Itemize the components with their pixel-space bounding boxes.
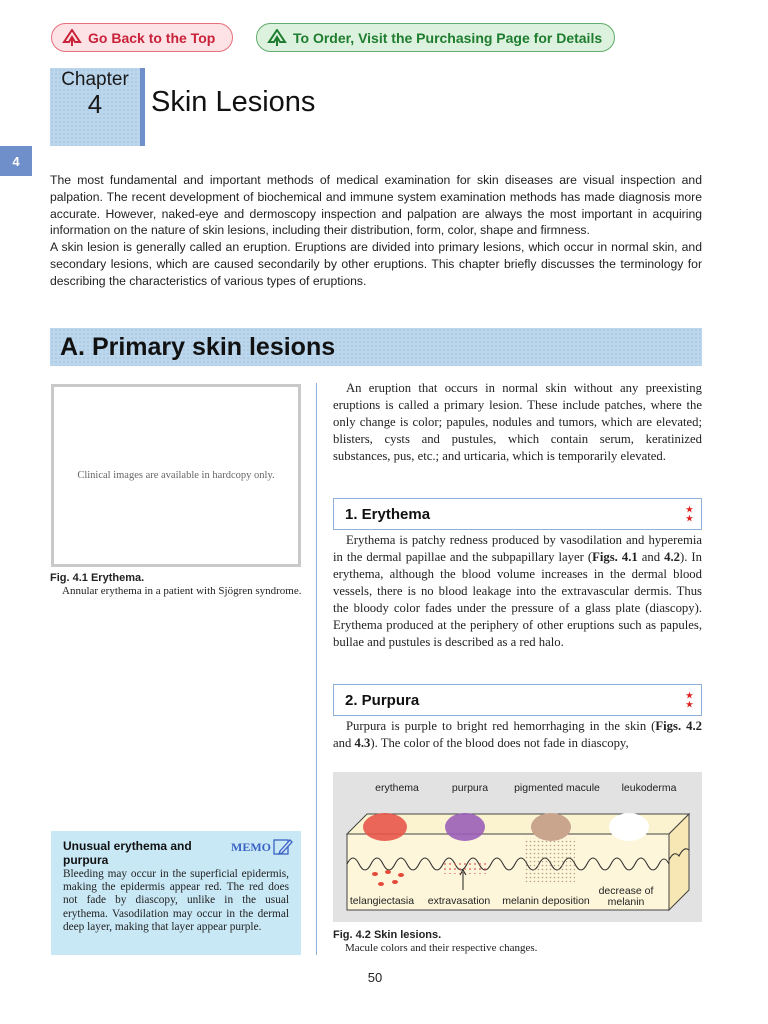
figure-description: Annular erythema in a patient with Sjögren syndrome. bbox=[62, 585, 302, 597]
diagram-label-bottom: extravasation bbox=[427, 895, 491, 907]
tree-icon bbox=[62, 29, 82, 47]
chapter-badge bbox=[50, 68, 140, 146]
skin-lesion-diagram bbox=[333, 772, 702, 922]
figure-ref: Figs. 4.1 bbox=[592, 550, 638, 564]
intro-paragraph: The most fundamental and important methods of medical examination for skin diseases are visual inspection and palpation. The recent development of biochemical and immune system examination methods has made diagnosis more accurate. However, naked-eye and dermoscopy inspection and palpation are always the most important in acquiring information on the nature of skin lesions, including their distribution, form, color, shape and firmness. bbox=[50, 173, 702, 238]
memo-tag: MEMO bbox=[231, 840, 271, 854]
figure-caption bbox=[50, 572, 305, 598]
tree-icon bbox=[267, 29, 287, 47]
diagram-label-top: purpura bbox=[451, 782, 489, 794]
chapter-side-tab: 4 bbox=[0, 146, 32, 176]
importance-stars-icon: ★ ★ bbox=[685, 691, 693, 709]
go-back-top-label: Go Back to the Top bbox=[88, 29, 216, 46]
primary-lesion-intro: An eruption that occurs in normal skin without any preexisting eruptions is called a primary lesion. These include patches, where the only change is color; papules, nodules and tumors, which are elevated; blisters, cysts and pustules, which contain serum, keratinized substances, pus, etc.; and urticaria, which is temporarily elevated. bbox=[333, 381, 702, 463]
intro-paragraph: A skin lesion is generally called an eruption. Eruptions are divided into primary lesions, which occur in normal skin, and secondary lesions, which are caused secondarily by other eruptions. This chapter briefly discusses the terminology for describing the characteristics of various types of eruptions. bbox=[50, 240, 702, 288]
intro-text bbox=[50, 172, 702, 290]
pencil-icon bbox=[273, 837, 293, 857]
diagram-label-top: pigmented macule bbox=[514, 782, 600, 794]
diagram-label-bottom: decrease of bbox=[598, 885, 654, 897]
diagram-label-bottom: melanin bbox=[607, 896, 645, 908]
diagram-label-top: erythema bbox=[375, 782, 419, 794]
figure-image-placeholder bbox=[51, 384, 301, 567]
order-purchase-label: To Order, Visit the Purchasing Page for Details bbox=[293, 29, 603, 46]
text-run: Purpura is purple to bright red hemorrhaging in the skin ( bbox=[346, 719, 656, 733]
memo-text: Bleeding may occur in the superficial epidermis, making the epidermis appear red. The red does not fade by diascopy, unlike in the usual erythema. Vasodilation may occur in the dermal deep layer, making that layer appear purple. bbox=[63, 868, 289, 933]
purpura-heading bbox=[333, 684, 702, 716]
chapter-accent-bar bbox=[140, 68, 145, 146]
order-purchase-button[interactable] bbox=[256, 23, 615, 52]
diagram-label-top: leukoderma bbox=[621, 782, 677, 794]
section-title: A. Primary skin lesions bbox=[50, 328, 702, 366]
chapter-word: Chapter bbox=[61, 69, 129, 90]
figure-caption bbox=[333, 929, 702, 955]
text-run: and bbox=[637, 550, 665, 564]
text-run: ). The color of the blood does not fade in diascopy, bbox=[370, 736, 629, 750]
placeholder-text: Clinical images are available in hardcopy only. bbox=[77, 470, 275, 481]
memo-title: Unusual erythema and purpura bbox=[63, 839, 192, 867]
diagram-label-bottom: telangiectasia bbox=[349, 895, 415, 907]
figure-title: Fig. 4.1 Erythema. bbox=[50, 572, 145, 584]
figure-description: Macule colors and their respective changes. bbox=[345, 942, 538, 954]
skin-lesion-illustration bbox=[333, 772, 702, 922]
column-divider bbox=[316, 383, 317, 955]
figure-ref: 4.3 bbox=[354, 736, 371, 750]
purpura-text bbox=[333, 718, 702, 752]
text-run: and bbox=[333, 736, 355, 750]
erythema-heading bbox=[333, 498, 702, 530]
erythema-heading-label: 1. Erythema bbox=[345, 505, 431, 523]
page-number: 50 bbox=[367, 970, 383, 985]
go-back-top-button[interactable] bbox=[51, 23, 233, 52]
purpura-heading-label: 2. Purpura bbox=[345, 691, 420, 709]
memo-box bbox=[51, 831, 301, 955]
diagram-label-bottom: melanin deposition bbox=[502, 895, 590, 907]
chapter-title: Skin Lesions bbox=[151, 86, 316, 118]
text-run: Erythema is patchy redness produced by vasodilation and hyperemia in the dermal papillae and the subpapillary layer ( bbox=[333, 533, 702, 564]
text-run: ). In erythema, although the blood volume increases in the dermal blood vessels, there is no blood leakage into the extravascular dermis. Thus the bloody color fades under the pressure of a glass plate (diascopy). Erythema produced at the periphery of other eruptions such as papules, bullae and pustules is described as a red halo. bbox=[333, 550, 702, 649]
figure-title: Fig. 4.2 Skin lesions. bbox=[333, 929, 442, 941]
figure-ref: Figs. 4.2 bbox=[655, 719, 702, 733]
importance-stars-icon: ★ ★ bbox=[685, 505, 693, 523]
figure-ref: 4.2 bbox=[664, 550, 680, 564]
chapter-number: 4 bbox=[87, 89, 103, 119]
erythema-text bbox=[333, 532, 702, 651]
